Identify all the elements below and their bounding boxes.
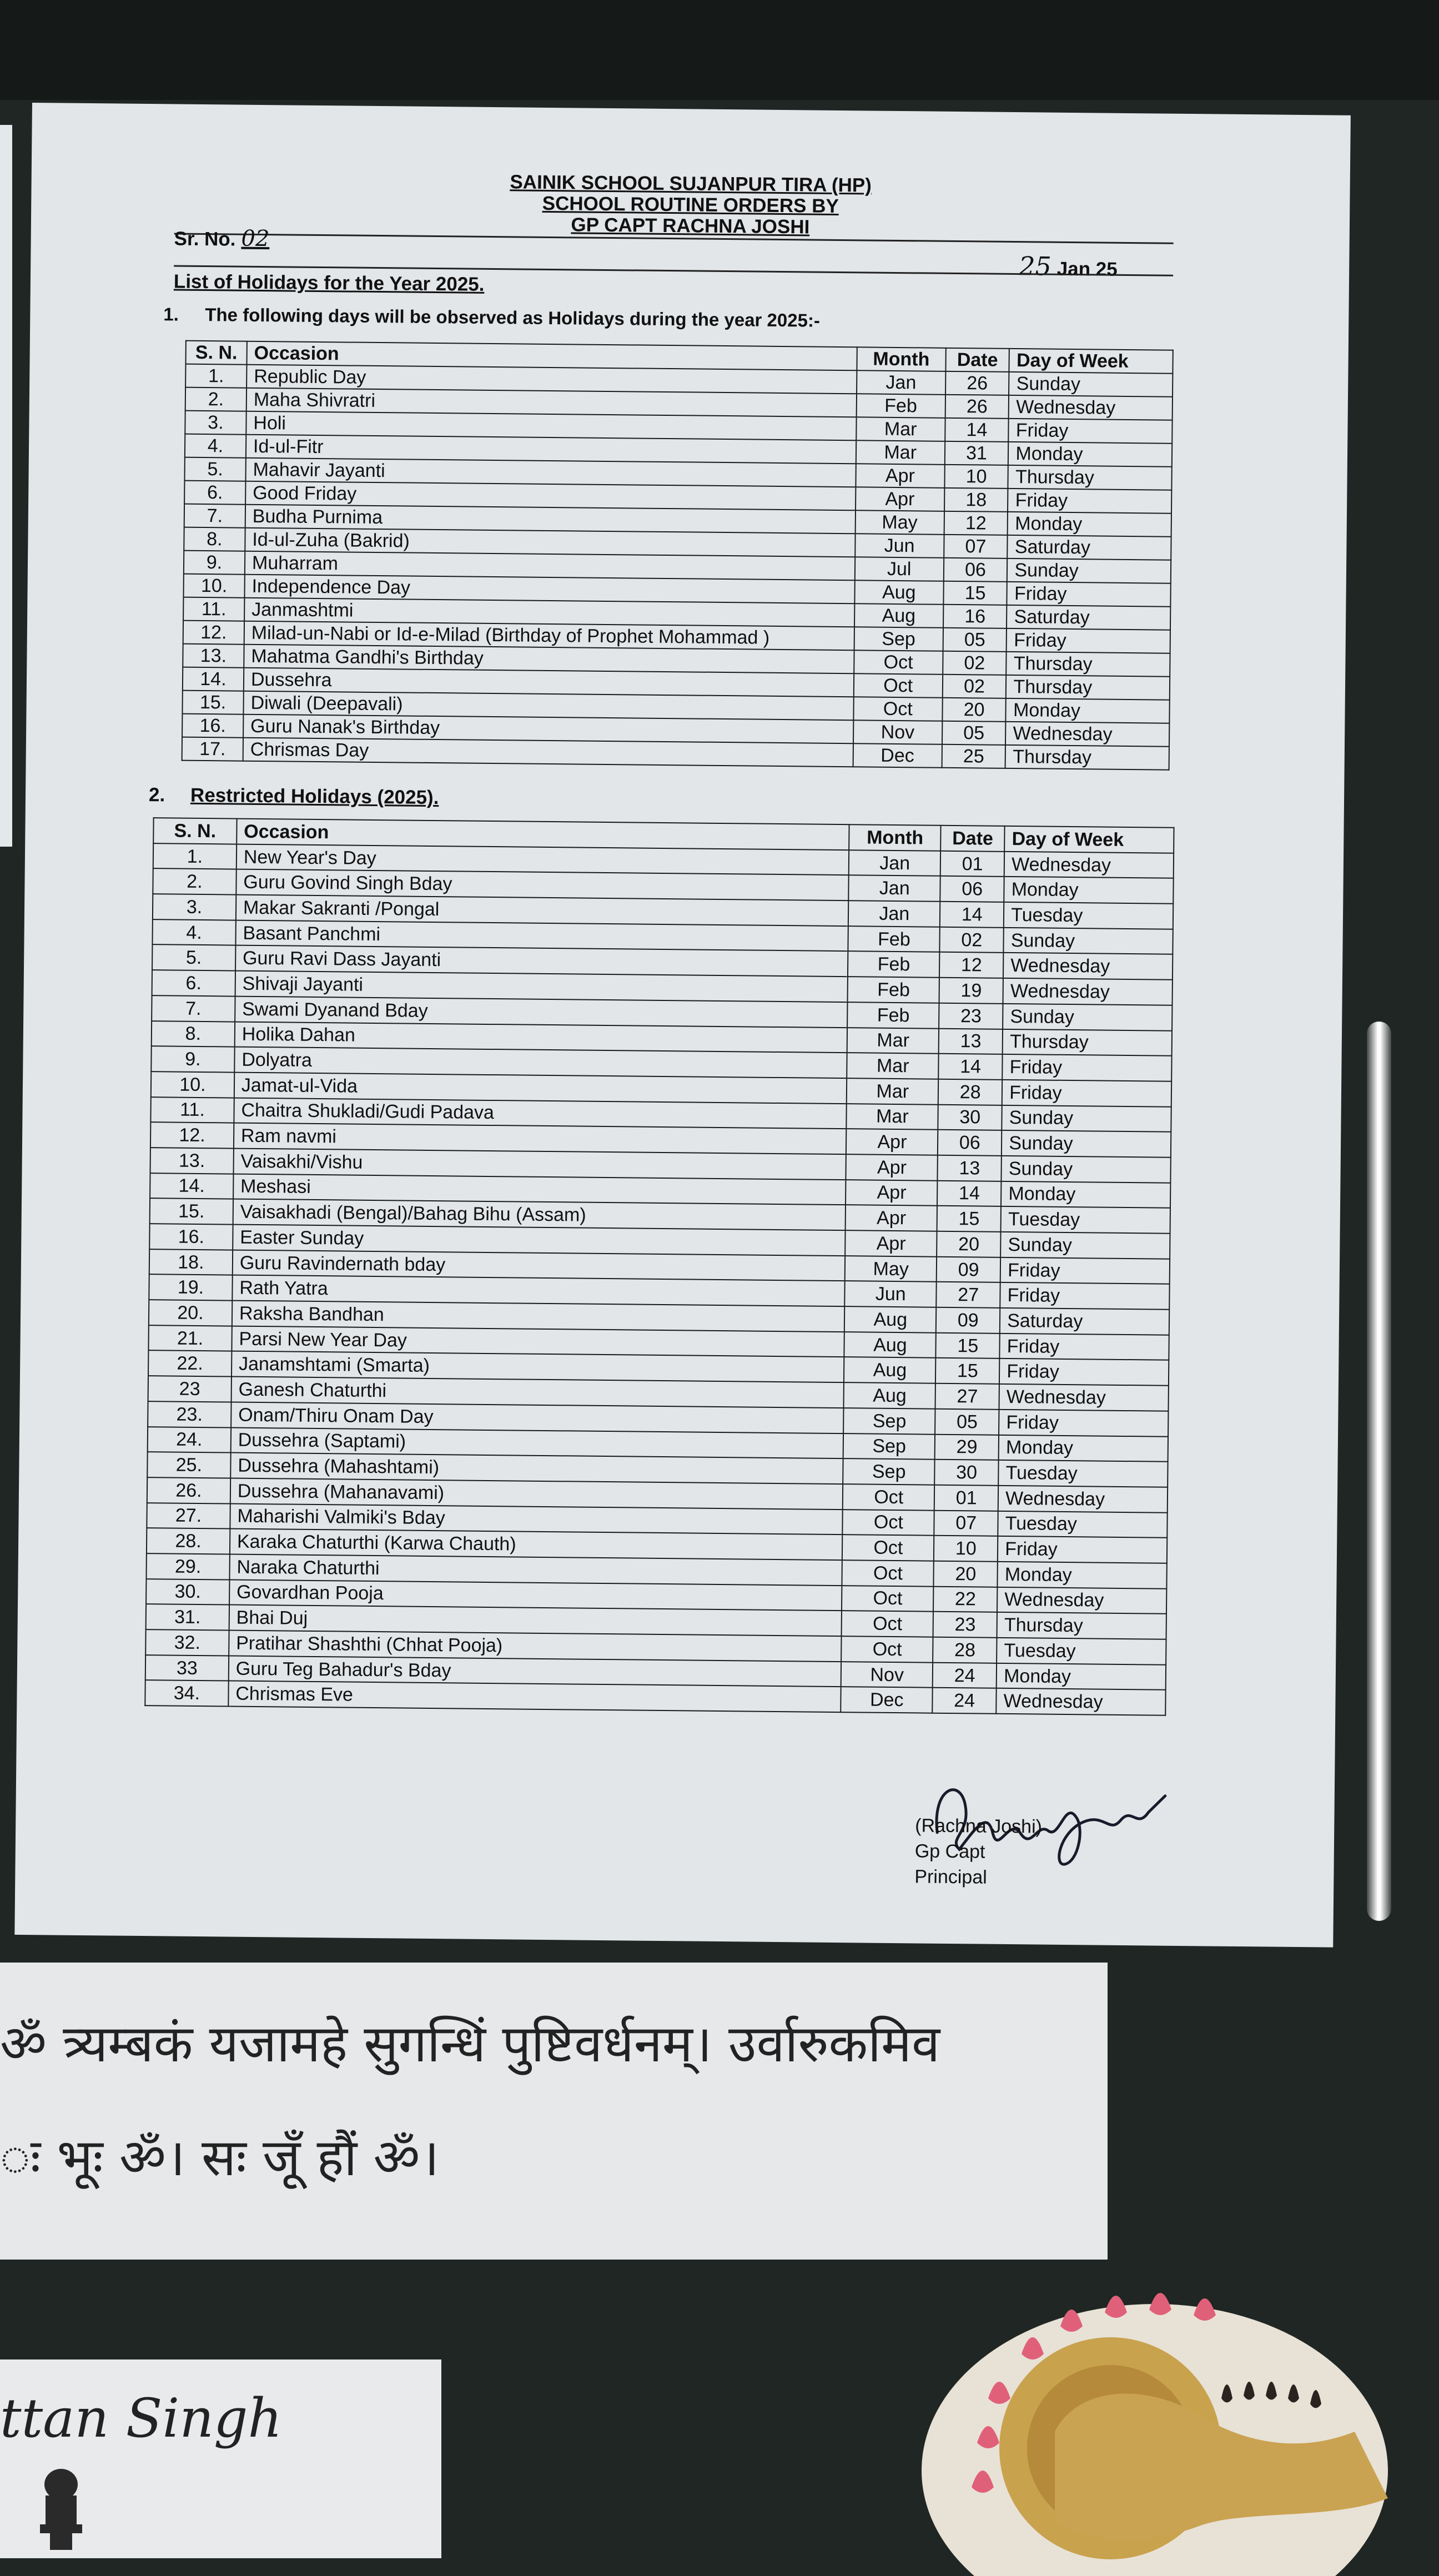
- adjacent-paper-edge: [0, 125, 12, 847]
- cell-date: 06: [938, 1130, 1002, 1156]
- mantra-line-1: ॐ त्र्यम्बकं यजामहे सुगन्धिं पुष्टिवर्धनम्। उर्वारुकमिव: [0, 2014, 940, 2074]
- cell-sn: 5.: [152, 945, 235, 971]
- cell-month: Aug: [844, 1332, 936, 1358]
- header-line-3: GP CAPT RACHNA JOSHI: [571, 214, 810, 238]
- cell-date: 14: [938, 1054, 1002, 1080]
- cell-sn: 9.: [151, 1046, 234, 1072]
- col-header-occasion: Occasion: [237, 819, 849, 850]
- col-header-month: Month: [849, 824, 941, 851]
- cell-day: Saturday: [1000, 1308, 1169, 1335]
- cell-month: Oct: [854, 673, 943, 698]
- cell-date: 23: [939, 1003, 1003, 1029]
- cell-day: Sunday: [1002, 1130, 1171, 1158]
- cell-sn: 24.: [148, 1427, 231, 1453]
- cell-day: Saturday: [1008, 535, 1171, 560]
- national-emblem-icon: [28, 2462, 94, 2551]
- cell-occasion: Mahavir Jayanti: [245, 458, 856, 487]
- cell-month: Sep: [843, 1433, 935, 1460]
- cell-sn: 27.: [147, 1503, 230, 1529]
- cell-day: Wednesday: [1005, 722, 1169, 747]
- cell-day: Sunday: [1007, 559, 1171, 583]
- issue-date-day: 25: [1018, 251, 1052, 281]
- cell-date: 05: [942, 721, 1006, 745]
- cell-occasion: Muharram: [245, 551, 855, 581]
- cell-date: 31: [944, 441, 1008, 465]
- cell-month: Sep: [843, 1458, 935, 1485]
- signatory-title: Principal: [914, 1866, 987, 1888]
- cell-occasion: Maha Shivratri: [246, 388, 857, 417]
- cell-occasion: Budha Purnima: [245, 505, 856, 534]
- cell-occasion: Vaisakhadi (Bengal)/Bahag Bihu (Assam): [233, 1199, 846, 1230]
- cell-occasion: Guru Teg Bahadur's Bday: [229, 1656, 842, 1687]
- cell-day: Thursday: [1006, 675, 1170, 700]
- col-header-month: Month: [857, 347, 945, 371]
- cell-day: Monday: [999, 1435, 1168, 1462]
- section-2-title: [149, 784, 439, 809]
- cell-month: Apr: [846, 1129, 938, 1155]
- col-header-date: Date: [945, 348, 1009, 372]
- col-header-occasion: Occasion: [246, 341, 857, 371]
- cell-sn: 32.: [145, 1629, 229, 1656]
- background-top: [0, 0, 1439, 100]
- cell-sn: 3.: [153, 894, 236, 920]
- cell-sn: 7.: [152, 995, 235, 1022]
- cell-date: 23: [933, 1612, 997, 1638]
- cell-occasion: Meshasi: [233, 1174, 846, 1205]
- cell-day: Friday: [1002, 1054, 1171, 1081]
- cell-month: Feb: [847, 1002, 939, 1028]
- cell-sn: 15.: [150, 1198, 233, 1224]
- cell-sn: 5.: [184, 457, 245, 481]
- mantra-card: [0, 1963, 1108, 2260]
- cell-month: Feb: [848, 952, 939, 978]
- paragraph-number: 1.: [163, 304, 179, 325]
- cell-sn: 8.: [152, 1021, 235, 1047]
- cell-date: 01: [934, 1485, 998, 1511]
- cell-date: 15: [937, 1206, 1001, 1232]
- name-card: [0, 2359, 441, 2558]
- cell-occasion: Swami Dyanand Bday: [235, 996, 848, 1027]
- cell-date: 24: [933, 1662, 997, 1688]
- col-header-sn: S. N.: [185, 341, 246, 365]
- cell-occasion: Shivaji Jayanti: [235, 971, 848, 1002]
- cell-day: Thursday: [997, 1612, 1166, 1639]
- col-header-day: Day of Week: [1009, 349, 1173, 374]
- cell-occasion: Dussehra (Mahashtami): [230, 1453, 843, 1484]
- cell-sn: 34.: [145, 1680, 228, 1706]
- cell-occasion: Chrismas Day: [243, 738, 853, 767]
- cell-date: 28: [933, 1637, 997, 1663]
- cell-day: Tuesday: [998, 1511, 1167, 1538]
- cell-occasion: Id-ul-Zuha (Bakrid): [245, 528, 855, 557]
- cell-sn: 26.: [147, 1477, 230, 1503]
- cell-day: Monday: [1008, 442, 1172, 467]
- cell-month: Mar: [847, 1078, 938, 1104]
- cell-sn: 7.: [184, 504, 245, 528]
- cell-day: Monday: [1006, 698, 1170, 723]
- cell-month: Apr: [846, 1230, 937, 1256]
- cell-day: Sunday: [1003, 1004, 1172, 1031]
- cell-month: Aug: [844, 1306, 936, 1332]
- cell-month: Aug: [854, 580, 943, 605]
- cell-date: 12: [944, 511, 1008, 535]
- cell-month: Oct: [842, 1611, 933, 1637]
- list-title: List of Holidays for the Year 2025.: [173, 270, 485, 295]
- cell-month: Apr: [856, 464, 944, 488]
- cell-day: Sunday: [1002, 1105, 1171, 1132]
- cell-month: Feb: [848, 977, 939, 1003]
- col-header-day: Day of Week: [1004, 826, 1174, 853]
- cell-date: 26: [945, 395, 1009, 419]
- cell-day: Wednesday: [1003, 953, 1173, 980]
- cell-occasion: Govardhan Pooja: [229, 1579, 842, 1611]
- section-number: 2.: [148, 784, 165, 806]
- cell-day: Friday: [1002, 1080, 1171, 1107]
- serial-number: [174, 225, 269, 251]
- cell-date: 06: [943, 558, 1007, 582]
- cell-month: Jan: [849, 876, 940, 902]
- cell-month: Nov: [841, 1662, 933, 1688]
- cell-sn: 4.: [185, 434, 246, 458]
- cell-day: Tuesday: [997, 1638, 1166, 1665]
- mantra-line-2: ः भूः ॐ। सः जूँ हौं ॐ।: [0, 2128, 440, 2187]
- cell-month: May: [845, 1256, 937, 1282]
- cell-occasion: Holika Dahan: [235, 1022, 848, 1053]
- serial-value: 02: [241, 225, 270, 252]
- col-header-sn: S. N.: [153, 818, 237, 844]
- cell-sn: 28.: [147, 1528, 230, 1554]
- cell-sn: 12.: [183, 621, 244, 645]
- cell-sn: 4.: [152, 919, 235, 945]
- cell-occasion: Karaka Chaturthi (Karwa Chauth): [230, 1529, 843, 1560]
- cell-occasion: Raksha Bandhan: [232, 1301, 845, 1332]
- cell-date: 05: [943, 628, 1007, 652]
- cell-date: 15: [943, 581, 1007, 605]
- cell-month: Oct: [843, 1510, 934, 1536]
- cell-date: 25: [942, 744, 1005, 768]
- issue-date: [1019, 251, 1118, 282]
- cell-sn: 12.: [150, 1122, 234, 1148]
- cell-day: Sunday: [1000, 1232, 1170, 1259]
- issue-date-rest: Jan 25: [1056, 258, 1118, 280]
- cell-sn: 33: [145, 1655, 229, 1681]
- cell-month: Apr: [846, 1180, 937, 1206]
- cell-day: Tuesday: [1004, 902, 1173, 929]
- cell-occasion: Parsi New Year Day: [232, 1326, 844, 1357]
- cell-month: Oct: [842, 1534, 934, 1561]
- cell-month: Oct: [842, 1586, 933, 1612]
- cell-day: Tuesday: [998, 1460, 1168, 1487]
- cell-day: Wednesday: [1009, 395, 1173, 420]
- cell-date: 15: [935, 1358, 999, 1384]
- cell-day: Friday: [1009, 419, 1173, 444]
- cell-sn: 31.: [146, 1604, 229, 1630]
- cell-date: 20: [934, 1561, 998, 1587]
- header-line-2: SCHOOL ROUTINE ORDERS BY: [542, 192, 839, 217]
- cell-occasion: Id-ul-Fitr: [246, 435, 856, 464]
- cell-date: 12: [939, 952, 1003, 978]
- cell-month: Oct: [853, 697, 942, 721]
- cell-sn: 1.: [153, 843, 237, 869]
- cell-sn: 13.: [150, 1148, 234, 1174]
- cell-occasion: Chaitra Shukladi/Gudi Padava: [234, 1098, 847, 1129]
- cell-sn: 22.: [148, 1351, 232, 1377]
- col-header-date: Date: [940, 826, 1004, 852]
- cell-sn: 20.: [149, 1300, 232, 1326]
- cell-day: Sunday: [1002, 1156, 1171, 1183]
- cell-month: Oct: [854, 650, 943, 675]
- cell-month: Aug: [844, 1357, 935, 1383]
- cell-date: 02: [942, 675, 1006, 698]
- cell-day: Sunday: [1009, 372, 1173, 397]
- cell-day: Wednesday: [997, 1587, 1166, 1614]
- cell-sn: 13.: [183, 644, 244, 668]
- cell-day: Sunday: [1004, 928, 1173, 955]
- cell-occasion: Guru Govind Singh Bday: [236, 869, 849, 900]
- header-line-1: SAINIK SCHOOL SUJANPUR TIRA (HP): [510, 171, 872, 197]
- cell-occasion: Bhai Duj: [229, 1605, 842, 1636]
- cell-sn: 1.: [185, 364, 246, 388]
- cell-sn: 14.: [150, 1173, 233, 1199]
- cell-month: Dec: [853, 743, 942, 768]
- cell-month: Mar: [847, 1028, 939, 1054]
- cell-month: Jan: [849, 850, 940, 876]
- cell-occasion: Guru Nanak's Birthday: [243, 715, 853, 744]
- cell-sn: 19.: [149, 1274, 232, 1300]
- cell-occasion: Dolyatra: [234, 1047, 847, 1078]
- signatory-rank: Gp Capt: [914, 1840, 985, 1863]
- holiday-notice-sheet: [14, 103, 1351, 1948]
- cell-month: Mar: [847, 1053, 939, 1079]
- cell-day: Friday: [999, 1410, 1168, 1437]
- cell-month: Jun: [845, 1281, 937, 1307]
- cell-sn: 18.: [149, 1249, 233, 1275]
- cell-day: Friday: [999, 1359, 1169, 1386]
- cell-date: 01: [940, 851, 1004, 877]
- cell-day: Monday: [1001, 1181, 1170, 1208]
- cell-occasion: Dussehra: [244, 668, 854, 697]
- holiday-table: [182, 340, 1174, 771]
- cell-sn: 17.: [182, 737, 243, 761]
- name-card-text: ttan Singh: [0, 2387, 283, 2449]
- cell-day: Monday: [1004, 877, 1173, 904]
- cell-occasion: Rath Yatra: [232, 1275, 845, 1306]
- cell-occasion: Chrismas Eve: [228, 1681, 841, 1712]
- cell-date: 27: [937, 1282, 1000, 1308]
- cell-occasion: Pratihar Shashthi (Chhat Pooja): [229, 1631, 842, 1662]
- cell-day: Wednesday: [998, 1486, 1168, 1513]
- cell-occasion: Republic Day: [246, 365, 857, 394]
- cell-sn: 15.: [182, 691, 243, 715]
- cell-month: Dec: [841, 1687, 933, 1713]
- cell-month: Mar: [856, 440, 945, 465]
- cell-occasion: Makar Sakranti /Pongal: [236, 895, 849, 926]
- cell-day: Wednesday: [1003, 978, 1173, 1005]
- cell-day: Thursday: [1005, 745, 1169, 770]
- cell-date: 06: [940, 876, 1004, 902]
- restricted-holiday-table: [144, 817, 1174, 1716]
- cell-occasion: Diwali (Deepavali): [243, 691, 853, 721]
- cell-day: Friday: [1007, 582, 1171, 607]
- cell-occasion: Ganesh Chaturthi: [231, 1377, 844, 1408]
- cell-sn: 30.: [146, 1579, 229, 1605]
- cell-day: Friday: [1000, 1334, 1169, 1361]
- cell-date: 02: [943, 651, 1007, 675]
- cell-month: Jan: [848, 900, 940, 927]
- cell-sn: 21.: [148, 1325, 232, 1351]
- cell-sn: 11.: [183, 597, 244, 621]
- cell-month: Sep: [843, 1408, 935, 1434]
- cell-occasion: Independence Day: [244, 575, 854, 604]
- cell-occasion: Dussehra (Saptami): [231, 1427, 844, 1458]
- cell-month: Jul: [855, 557, 944, 581]
- cell-day: Saturday: [1007, 605, 1170, 630]
- cell-date: 24: [932, 1688, 996, 1714]
- cell-occasion: Mahatma Gandhi's Birthday: [244, 645, 854, 674]
- cell-date: 18: [944, 488, 1008, 512]
- cell-date: 20: [942, 698, 1006, 722]
- paragraph-1: [163, 304, 820, 331]
- cell-month: Mar: [847, 1104, 938, 1130]
- paragraph-text: The following days will be observed as Holidays during the year 2025:-: [205, 304, 821, 331]
- cell-day: Friday: [998, 1536, 1167, 1563]
- cell-month: Mar: [856, 417, 945, 441]
- signatory-name: (Rachna Joshi): [915, 1815, 1043, 1838]
- cell-month: Oct: [842, 1636, 933, 1662]
- cell-day: Friday: [1000, 1257, 1170, 1285]
- cell-occasion: Jamat-ul-Vida: [234, 1072, 847, 1103]
- cell-sn: 10.: [151, 1071, 234, 1098]
- cell-date: 05: [935, 1409, 999, 1435]
- cell-sn: 10.: [183, 574, 244, 598]
- cell-day: Wednesday: [1004, 852, 1174, 879]
- cell-day: Thursday: [1008, 465, 1172, 490]
- cell-sn: 23: [148, 1376, 232, 1402]
- cell-occasion: Holi: [246, 411, 856, 441]
- cell-day: Friday: [1007, 628, 1170, 653]
- cell-day: Wednesday: [999, 1384, 1169, 1411]
- cell-date: 09: [937, 1256, 1000, 1282]
- cell-sn: 9.: [184, 551, 245, 575]
- cell-date: 30: [938, 1104, 1002, 1130]
- cell-date: 16: [943, 605, 1007, 628]
- cell-sn: 8.: [184, 527, 245, 551]
- gold-plaque-icon: [910, 2287, 1399, 2576]
- cell-occasion: Janamshtami (Smarta): [232, 1351, 844, 1382]
- cell-date: 29: [935, 1434, 999, 1460]
- cell-date: 02: [940, 927, 1004, 953]
- cell-day: Thursday: [1003, 1029, 1172, 1056]
- cell-occasion: Basant Panchmi: [235, 920, 848, 951]
- cell-month: Feb: [848, 926, 940, 952]
- cell-day: Tuesday: [1001, 1206, 1170, 1234]
- cell-month: Jun: [855, 534, 944, 558]
- cell-sn: 3.: [185, 411, 246, 435]
- cell-month: Oct: [843, 1484, 934, 1510]
- cell-month: Feb: [856, 394, 945, 418]
- section-text: Restricted Holidays (2025).: [190, 784, 439, 809]
- cell-date: 10: [934, 1536, 998, 1562]
- cell-sn: 6.: [184, 481, 245, 505]
- cell-occasion: Naraka Chaturthi: [229, 1554, 842, 1585]
- cell-day: Wednesday: [996, 1688, 1165, 1715]
- cell-date: 13: [938, 1155, 1002, 1181]
- cell-occasion: Maharishi Valmiki's Bday: [230, 1503, 843, 1534]
- cell-occasion: Easter Sunday: [233, 1225, 846, 1256]
- cell-sn: 14.: [183, 667, 244, 691]
- cell-occasion: Janmashtmi: [244, 598, 854, 627]
- cell-month: Jan: [857, 370, 945, 395]
- cell-date: 13: [939, 1028, 1003, 1054]
- cell-day: Friday: [1000, 1282, 1169, 1310]
- cell-date: 20: [937, 1231, 1000, 1257]
- cell-date: 30: [934, 1460, 998, 1486]
- cell-month: May: [855, 510, 944, 535]
- cell-occasion: Vaisakhi/Vishu: [233, 1149, 846, 1180]
- cell-month: Apr: [846, 1205, 937, 1231]
- cell-occasion: Good Friday: [245, 481, 856, 511]
- cell-occasion: Guru Ravi Dass Jayanti: [235, 945, 848, 977]
- cell-sn: 16.: [182, 714, 243, 738]
- cell-day: Thursday: [1007, 652, 1170, 677]
- cell-month: Sep: [854, 627, 943, 651]
- cell-sn: 2.: [153, 869, 236, 895]
- cell-date: 22: [933, 1586, 997, 1612]
- cell-sn: 29.: [146, 1553, 229, 1579]
- cell-occasion: Ram navmi: [234, 1123, 847, 1154]
- cell-month: Apr: [846, 1154, 938, 1180]
- cell-date: 28: [938, 1079, 1002, 1105]
- cell-sn: 6.: [152, 970, 235, 996]
- cell-day: Monday: [998, 1562, 1167, 1589]
- cell-occasion: Dussehra (Mahanavami): [230, 1478, 843, 1509]
- cell-date: 15: [936, 1332, 1000, 1359]
- cell-sn: 2.: [185, 388, 246, 411]
- cell-date: 14: [940, 902, 1004, 928]
- cell-date: 27: [935, 1383, 999, 1410]
- cell-occasion: Guru Ravindernath bday: [233, 1250, 846, 1281]
- signature-block: [914, 1813, 1042, 1890]
- cell-month: Nov: [853, 720, 942, 744]
- cell-date: 07: [934, 1510, 998, 1536]
- cell-date: 26: [945, 371, 1009, 395]
- cell-sn: 16.: [149, 1224, 233, 1250]
- cell-date: 10: [944, 465, 1008, 489]
- cell-sn: 25.: [147, 1452, 230, 1478]
- cell-occasion: New Year's Day: [237, 844, 849, 875]
- cell-day: Monday: [997, 1663, 1166, 1690]
- serial-label: Sr. No.: [174, 228, 236, 250]
- cell-month: Aug: [854, 603, 943, 628]
- cell-month: Apr: [856, 487, 944, 511]
- cell-occasion: Milad-un-Nabi or Id-e-Milad (Birthday of Prophet Mohammad ): [244, 621, 854, 651]
- cell-date: 14: [937, 1180, 1001, 1206]
- cell-date: 14: [945, 418, 1009, 442]
- cell-date: 09: [936, 1307, 1000, 1334]
- cell-sn: 23.: [148, 1401, 231, 1427]
- cell-occasion: Onam/Thiru Onam Day: [231, 1402, 844, 1433]
- light-reflection: [1367, 1022, 1391, 1921]
- cell-month: Aug: [844, 1382, 935, 1408]
- cell-month: Oct: [842, 1560, 934, 1586]
- cell-date: 19: [939, 978, 1003, 1004]
- cell-sn: 11.: [150, 1097, 234, 1123]
- cell-day: Friday: [1008, 489, 1171, 514]
- cell-date: 07: [944, 535, 1008, 559]
- cell-day: Monday: [1008, 512, 1171, 537]
